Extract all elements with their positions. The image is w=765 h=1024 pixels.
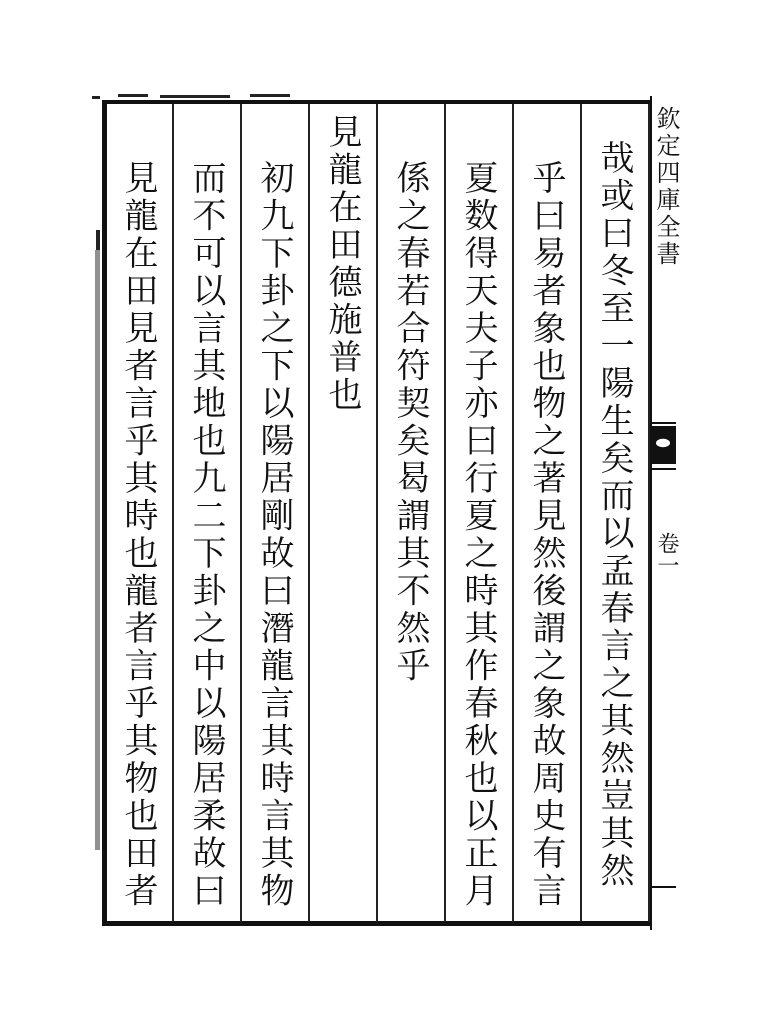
banxin-divider: [652, 886, 676, 888]
scan-speck: [160, 95, 230, 98]
scan-edge-shadow: [95, 250, 100, 850]
column-8-text: 見龍在田見者言乎其時也龍者言乎其物也田者: [118, 160, 158, 910]
column-4-text: 係之春若合符契矣曷謂其不然乎: [390, 160, 430, 685]
volume-label: 卷一: [654, 532, 679, 576]
text-column-5: [310, 104, 378, 922]
text-column-1: [582, 104, 650, 922]
scan-speck: [250, 94, 290, 97]
text-column-8: [106, 104, 174, 922]
banxin-fold-strip: [650, 96, 680, 930]
column-3-text: 夏数得天夫子亦曰行夏之時其作春秋也以正月: [458, 160, 498, 910]
banxin-divider: [652, 422, 676, 424]
column-1-text: 哉或曰冬至一陽生矣而以孟春言之其然豈其然: [594, 140, 634, 890]
book-title: 欽定四庫全書: [652, 106, 680, 268]
column-7-text: 而不可以言其地也九二下卦之中以陽居柔故曰: [186, 160, 226, 910]
text-column-3: [446, 104, 514, 922]
column-6-text: 初九下卦之下以陽居剛故曰潛龍言其時言其物: [254, 160, 294, 910]
text-column-6: [242, 104, 310, 922]
column-2-text: 乎曰易者象也物之著見然後謂之象故周史有言: [526, 160, 566, 910]
scan-speck: [96, 230, 100, 250]
scan-speck: [118, 94, 148, 97]
text-column-7: [174, 104, 242, 922]
banxin-divider: [652, 468, 676, 470]
scan-speck: [92, 96, 100, 99]
text-column-4: [378, 104, 446, 922]
text-column-2: [514, 104, 582, 922]
column-5-text: 見龍在田德施普也: [322, 114, 362, 414]
fishtail-mark: [652, 426, 676, 464]
